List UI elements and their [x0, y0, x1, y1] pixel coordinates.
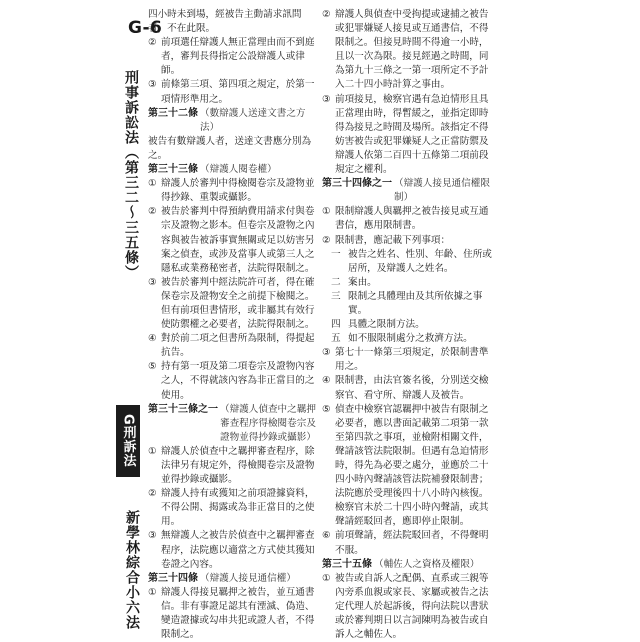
paragraph-text: 四小時未到場，經被告主動請求訊問者，不在此限。	[148, 9, 302, 35]
list-item	[322, 290, 496, 318]
paragraph-number: ①	[322, 572, 331, 584]
paragraph-number: ⑤	[148, 361, 157, 373]
article-caption: （辯護人偵查中之羈押審查程序得檢閱卷宗及證物並得抄錄或攝影）	[220, 403, 316, 443]
article-number: 第三十二條	[148, 107, 198, 119]
paragraph	[148, 36, 316, 78]
paragraph-number: ③	[148, 276, 157, 288]
paragraph-number: ①	[148, 586, 157, 598]
paragraph-text: 偵查中檢察官認羈押中被告有限制之必要者，應以書面記載第二項第一款至第四款之事項，並檢附相關文件，聲請該管法院限制。但遇有急迫情形時，得先為必要之處分，並應於二十四小時內聲請該管法院補發限制書；法院應於受理後四十八小時內核復。檢察官未於二十四小時內聲請，或其聲請經駁回者，應即停止限制。	[335, 403, 489, 528]
paragraph-text: 具體之限制方法。	[348, 319, 425, 331]
article-number: 第三十三條之一	[148, 403, 218, 415]
article-heading	[148, 403, 316, 445]
article-heading	[148, 572, 316, 586]
paragraph	[322, 234, 496, 248]
paragraph-text: 如不服限制處分之救濟方法。	[348, 333, 473, 345]
book-title: 新學林綜合小六法	[124, 510, 140, 630]
paragraph-text: 被告有數辯護人者，送達文書應分別為之。	[148, 135, 312, 161]
paragraph-text: 限制書，由法官簽名後，分別送交檢察官、看守所、辯護人及被告。	[335, 375, 489, 401]
paragraph-number: ③	[322, 93, 331, 105]
paragraph	[322, 205, 496, 233]
paragraph-number: ⑥	[322, 530, 331, 542]
paragraph	[322, 346, 496, 374]
paragraph-number: ③	[148, 530, 157, 542]
paragraph-text: 前項選任辯護人無正當理由而不到庭者，審判長得指定公設辯護人或律師。	[161, 37, 315, 77]
paragraph-text: 前項接見，檢察官遇有急迫情形且具正當理由時，得暫緩之，並指定即時得為接見之時間及場所。該指定不得妨害被告或犯罪嫌疑人之正當防禦及辯護人依第二百四十五條第二項前段規定之權利。	[335, 93, 489, 176]
paragraph-text: 持有第一項及第二項卷宗及證物內容之人，不得就該內容為非正當目的之使用。	[161, 361, 315, 401]
article-heading	[148, 107, 316, 135]
article-heading	[322, 177, 496, 205]
paragraph-text: 限制之具體理由及其所依據之事實。	[348, 290, 483, 316]
article-caption: （數辯護人送達文書之方法）	[200, 107, 306, 133]
paragraph-number: 三	[331, 290, 341, 302]
paragraph	[148, 586, 316, 642]
paragraph	[148, 78, 316, 106]
paragraph-number: 四	[331, 319, 341, 331]
paragraph-text: 前條第三項、第四項之規定，於第一項情形準用之。	[161, 79, 315, 105]
paragraph-number: ①	[148, 178, 157, 190]
paragraph	[148, 205, 316, 275]
paragraph-number: ①	[322, 206, 331, 218]
list-item	[322, 318, 496, 332]
article-caption: （辯護人閱卷權）	[200, 164, 277, 176]
article-number: 第三十四條	[148, 572, 198, 584]
paragraph	[322, 8, 496, 93]
paragraph	[148, 487, 316, 529]
paragraph	[322, 572, 496, 642]
article-heading	[322, 558, 496, 572]
paragraph-number: 二	[331, 276, 341, 288]
paragraph-number: ④	[322, 375, 331, 387]
paragraph-text: 辯護人得接見羈押之被告，並互通書信。非有事證足認其有湮滅、偽造、變造證據或勾串共犯或證人者，不得限制之。	[161, 586, 315, 641]
paragraph-number: ②	[322, 234, 331, 246]
article-caption: （辯護人接見通信權）	[200, 572, 296, 584]
paragraph-number: 五	[331, 333, 341, 345]
list-item	[322, 248, 496, 276]
paragraph-text: 辯護人於審判中得檢閱卷宗及證物並得抄錄、重製或攝影。	[161, 178, 315, 204]
section-tab[interactable]: G刑訴法	[116, 405, 140, 477]
paragraph	[148, 445, 316, 487]
paragraph-number: ③	[322, 347, 331, 359]
paragraph	[148, 529, 316, 571]
paragraph-text: 被告之姓名、性別、年齡、住所或居所，及辯護人之姓名。	[348, 248, 492, 274]
paragraph	[322, 403, 496, 530]
paragraph-number: ②	[148, 206, 157, 218]
paragraph-text: 被告於審判中經法院許可者，得在確保卷宗及證物安全之前提下檢閱之。但有前項但書情形，或非屬其有效行使防禦權之必要者，法院得限制之。	[161, 276, 315, 331]
article-heading	[148, 163, 316, 177]
paragraph-number: ⑤	[322, 403, 331, 415]
paragraph-text: 無辯護人之被告於偵查中之羈押審查程序，法院應以適當之方式使其獲知卷證之內容。	[161, 530, 315, 570]
paragraph-text: 被告於審判中得預納費用請求付與卷宗及證物之影本。但卷宗及證物之內容與被告被訴事實無關或足以妨害另案之偵查，或涉及當事人或第三人之隱私或業務秘密者，法院得限制之。	[161, 206, 315, 274]
paragraph-number: ④	[148, 333, 157, 345]
list-item	[322, 276, 496, 290]
left-column	[148, 8, 316, 642]
paragraph	[148, 276, 316, 332]
right-column	[322, 8, 496, 642]
article-number: 第三十三條	[148, 164, 198, 176]
paragraph-number: 一	[331, 248, 341, 260]
paragraph-text: 案由。	[348, 276, 377, 288]
paragraph-number: ③	[148, 79, 157, 91]
paragraph-number: ②	[322, 9, 331, 20]
paragraph	[322, 374, 496, 402]
paragraph-text: 辯護人於偵查中之羈押審查程序，除法律另有規定外，得檢閱卷宗及證物並得抄錄或攝影。	[161, 445, 315, 486]
paragraph	[322, 93, 496, 178]
paragraph-text: 限制書，應記載下列事項：	[335, 234, 451, 246]
paragraph	[148, 360, 316, 402]
article-number: 第三十四條之一	[322, 178, 392, 190]
chapter-side-title: 刑事訴訟法（第三二～三五條）	[123, 70, 139, 280]
paragraph-text: 第七十一條第三項規定，於限制書準用之。	[335, 347, 489, 373]
paragraph-text: 對於前二項之但書所為限制，得提起抗告。	[161, 333, 315, 359]
page-number: G-6	[128, 18, 163, 38]
list-item	[322, 332, 496, 346]
paragraph	[148, 177, 316, 205]
article-caption: （辯護人接見通信權限制）	[394, 178, 490, 204]
article-number: 第三十五條	[322, 558, 372, 570]
paragraph-text: 被告或自訴人之配偶、直系或三親等內旁系血親或家長、家屬或被告之法定代理人於起訴後，得向法院以書狀或於審判期日以言詞陳明為被告或自訴人之輔佐人。	[335, 572, 489, 641]
paragraph-text: 前項聲請，經法院駁回者，不得聲明不服。	[335, 530, 489, 556]
paragraph	[148, 8, 316, 36]
paragraph-number: ①	[148, 445, 157, 457]
article-caption: （輔佐人之資格及權限）	[374, 558, 480, 570]
paragraph	[148, 135, 316, 163]
paragraph-text: 限制辯護人與羈押之被告接見或互通書信，應用限制書。	[335, 206, 489, 232]
paragraph-text: 辯護人持有或獲知之前項證據資料，不得公開、揭露或為非正當目的之使用。	[161, 488, 315, 528]
paragraph-number: ②	[148, 37, 157, 49]
paragraph	[148, 332, 316, 360]
paragraph-number: ②	[148, 488, 157, 500]
paragraph-text: 辯護人與偵查中受拘提或逮捕之被告或犯罪嫌疑人接見或互通書信，不得限制之。但接見時間不得逾一小時，且以一次為限。接見經過之時間，同為第九十三條之一第一項所定不予計入二十四小時計算之事由。	[335, 9, 489, 91]
paragraph	[322, 529, 496, 557]
